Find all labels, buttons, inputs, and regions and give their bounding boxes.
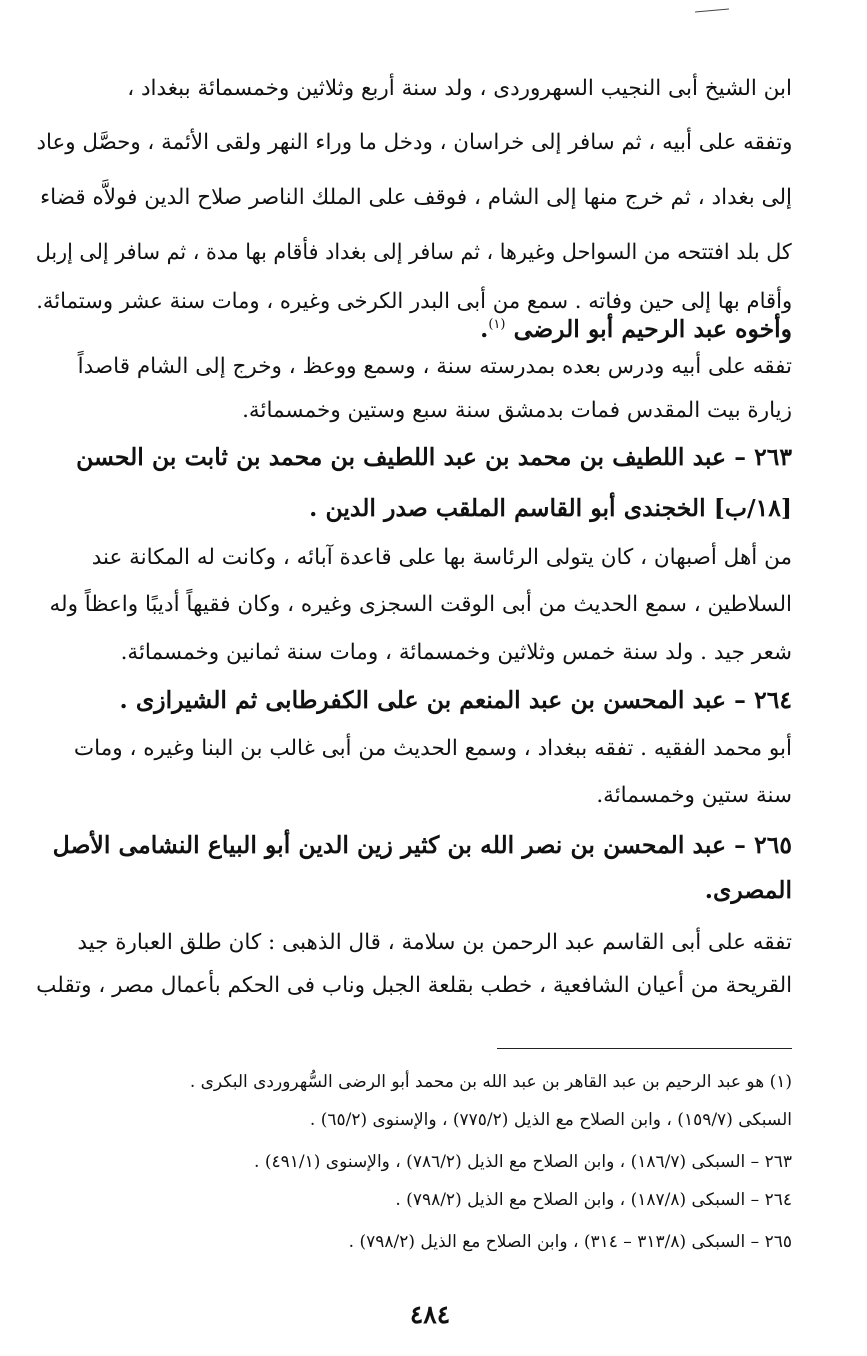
footnote-line: ٢٦٥ – السبكى (٣١٣/٨ – ٣١٤) ، وابن الصلاح مع الذيل (٧٩٨/٢) . [348,1232,792,1252]
heading-brother [36,308,792,346]
footnote-line: ٢٦٤ – السبكى (١٨٧/٨) ، وابن الصلاح مع الذيل (٧٩٨/٢) . [395,1190,792,1210]
body-line: سنة ستين وخمسمائة. [596,783,792,808]
entry-heading: [١٨/ب] الخجندى أبو القاسم الملقب صدر الدين . [309,494,792,522]
book-page [36,40,792,1330]
footnote-line: ٢٦٣ – السبكى (١٨٦/٧) ، وابن الصلاح مع الذيل (٧٨٦/٢) ، والإسنوى (٤٩١/١) . [254,1152,792,1172]
body-line: شعر جيد . ولد سنة خمس وثلاثين وخمسمائة ، ومات سنة ثمانين وخمسمائة. [120,640,792,665]
entry-heading: ٢٦٤ – عبد المحسن بن عبد المنعم بن على الكفرطابى ثم الشيرازى . [119,686,792,714]
heading-brother-text: وأخوه عبد الرحيم أبو الرضى [513,314,792,343]
heading-brother-end: . [480,314,489,343]
footnote-line: (١) هو عبد الرحيم بن عبد القاهر بن عبد الله بن محمد أبو الرضى السُّهروردى البكرى . [189,1072,792,1092]
footnote-ref: (١) [488,317,506,332]
body-line: تفقه على أبى القاسم عبد الرحمن بن سلامة ، قال الذهبى : كان طلق العبارة جيد [77,930,792,955]
body-line: أبو محمد الفقيه . تفقه ببغداد ، وسمع الحديث من أبى غالب بن البنا وغيره ، ومات [73,736,792,761]
page-number: ٤٨٤ [409,1300,451,1329]
body-line: زيارة بيت المقدس فمات بدمشق سنة سبع وستين وخمسمائة. [242,398,792,423]
entry-heading: ٢٦٥ – عبد المحسن بن نصر الله بن كثير زين الدين أبو البياع النشامى الأصل [52,831,792,859]
top-mark [695,9,729,13]
footnote-separator [497,1048,792,1049]
body-line: ابن الشيخ أبى النجيب السهروردى ، ولد سنة أربع وثلاثين وخمسمائة ببغداد ، [127,76,792,101]
body-line: كل بلد افتتحه من السواحل وغيرها ، ثم سافر إلى بغداد فأقام بها مدة ، ثم سافر إلى إربل [36,240,792,265]
body-line: السلاطين ، سمع الحديث من أبى الوقت السجزى وغيره ، وكان فقيهاً أديبًا واعظاً وله [49,592,792,617]
entry-heading: ٢٦٣ – عبد اللطيف بن محمد بن عبد اللطيف بن محمد بن ثابت بن الحسن [76,443,792,471]
body-line: تفقه على أبيه ودرس بعده بمدرسته سنة ، وسمع ووعظ ، وخرج إلى الشام قاصداً [77,354,792,379]
footnote-line: السبكى (١٥٩/٧) ، وابن الصلاح مع الذيل (٧٧٥/٢) ، والإسنوى (٦٥/٢) . [309,1110,792,1130]
body-line: إلى بغداد ، ثم خرج منها إلى الشام ، فوقف على الملك الناصر صلاح الدين فولاَّه قضاء [40,185,792,210]
body-line: وأقام بها إلى حين وفاته . سمع من أبى البدر الكرخى وغيره ، ومات سنة عشر وستمائة. [36,289,792,314]
body-line: من أهل أصبهان ، كان يتولى الرئاسة بها على قاعدة آبائه ، وكانت له المكانة عند [91,545,792,570]
entry-heading: المصرى. [704,876,792,904]
body-line: القريحة من أعيان الشافعية ، خطب بقلعة الجبل وناب فى الحكم بأعمال مصر ، وتقلب [36,973,792,998]
body-line: وتفقه على أبيه ، ثم سافر إلى خراسان ، ودخل ما وراء النهر ولقى الأئمة ، وحصَّل وعاد [36,130,792,155]
